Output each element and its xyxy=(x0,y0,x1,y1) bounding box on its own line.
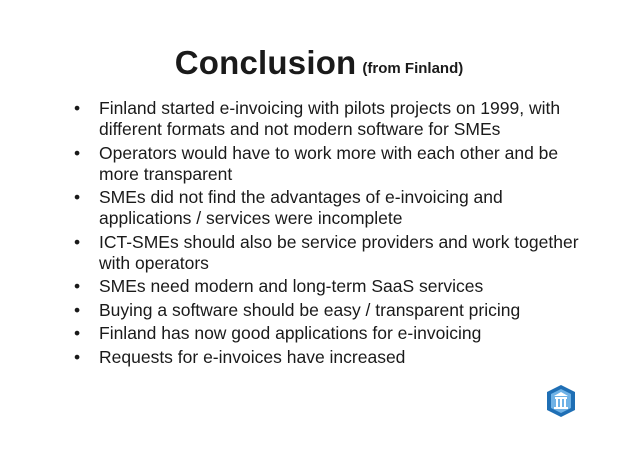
bullet-text: Requests for e-invoices have increased xyxy=(99,346,406,367)
bullet-marker: • xyxy=(74,98,81,118)
title-subtitle: (from Finland) xyxy=(362,60,464,77)
bullet-marker: • xyxy=(74,187,81,207)
bullet-item xyxy=(74,323,594,344)
bullet-text: SMEs did not find the advantages of e-invoicing and applications / services were incomplete xyxy=(99,187,503,228)
bullet-marker: • xyxy=(74,346,81,367)
bullet-marker: • xyxy=(74,231,81,252)
bullet-item xyxy=(74,98,594,140)
bullet-item xyxy=(74,276,594,297)
bullet-marker: • xyxy=(74,276,81,296)
bullet-text: ICT-SMEs should also be service providers and work together with operators xyxy=(99,231,579,273)
bullet-text: Finland has now good applications for e-invoicing xyxy=(99,323,482,343)
bullet-text: Finland started e-invoicing with pilots projects on 1999, with different formats and not modern software for SMEs xyxy=(99,98,561,139)
bullet-item xyxy=(74,143,594,185)
bullet-list xyxy=(74,98,594,370)
building-logo-icon xyxy=(544,384,578,418)
bullet-marker: • xyxy=(74,323,81,343)
bullet-item xyxy=(74,232,594,274)
bullet-marker: • xyxy=(74,142,81,163)
bullet-text: Buying a software should be easy / transparent pricing xyxy=(99,299,521,320)
title-main: Conclusion xyxy=(174,44,357,81)
bullet-marker: • xyxy=(74,299,81,320)
bullet-item xyxy=(74,347,594,368)
bullet-text: SMEs need modern and long-term SaaS services xyxy=(99,276,484,296)
bullet-item xyxy=(74,300,594,321)
slide-title xyxy=(0,44,638,82)
bullet-text: Operators would have to work more with each other and be more transparent xyxy=(99,142,559,184)
bullet-item xyxy=(74,187,594,229)
